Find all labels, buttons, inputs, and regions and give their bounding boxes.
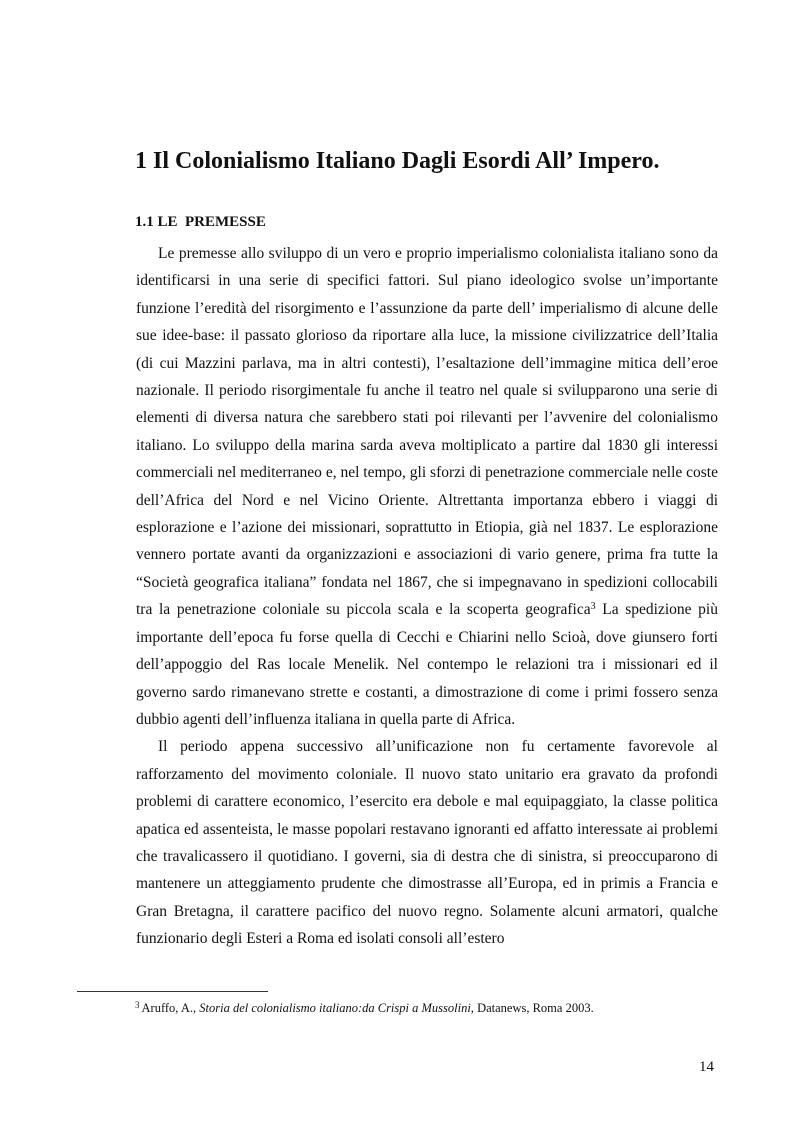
footnote-reference[interactable]: 3 — [590, 601, 596, 613]
paragraph-1-text: Le premesse allo sviluppo di un vero e proprio imperialismo colonialista italiano sono da identificarsi in una serie di specifici fattori. Sul piano ideologico svolse un’importante funzione l’eredità del risorgimento e l’assunzione da parte dell’ imperialismo di alcune delle sue idee-base: il passato glorioso da riportare alla luce, la missione civilizzatrice dell’Italia (di cui Mazzini parlava, ma in altri contesti), l’esaltazione dell’immagine mitica dell’eroe nazionale. Il periodo risorgimentale fu anche il teatro nel quale si svilupparono una serie di elementi di diversa natura che sarebbero stati poi rilevanti per l’avvenire del colonialismo italiano. Lo sviluppo della marina sarda aveva moltiplicato a partire dal 1830 gli interessi commerciali nel mediterraneo e, nel tempo, gli sforzi di penetrazione commerciale nelle coste dell’Africa del Nord e nel Vicino Oriente. Altrettanta importanza ebbero i viaggi di esplorazione e l’azione dei missionari, soprattutto in Etiopia, già nel 1837. Le esplorazione vennero portate avanti da organizzazioni e associazioni di vario genere, prima fra tutte la “Società geografica italiana” fondata nel 1867, che si impegnavano in spedizioni collocabili tra la penetrazione coloniale su piccola scala e la scoperta geografica — [136, 245, 718, 619]
paragraph-1-text-cont: La spedizione più importante dell’epoca fu forse quella di Cecchi e Chiarini nello Scioà, dove giunsero forti dell’appoggio del Ras locale Menelik. Nel contempo le relazioni tra i missionari ed il governo sardo rimanevano strette e costanti, a dimostrazione di come i primi fossero senza dubbio agenti dell’influenza italiana in quella parte di Africa. — [136, 601, 718, 728]
footnote-publisher: Datanews, Roma 2003. — [473, 1001, 594, 1015]
footnote-book-title: Storia del colonialismo italiano:da Crispi a Mussolini, — [199, 1001, 474, 1015]
page-number: 14 — [699, 1059, 714, 1075]
paragraph-1 — [136, 240, 718, 733]
footnote-author: Aruffo, A., — [141, 1001, 200, 1015]
section-heading: 1.1 LE PREMESSE — [135, 214, 266, 230]
paragraph-2: Il periodo appena successivo all’unificazione non fu certamente favorevole al rafforzamento del movimento coloniale. Il nuovo stato unitario era gravato da profondi problemi di carattere economico, l’esercito era debole e mal equipaggiato, la classe politica apatica ed assenteista, le masse popolari restavano ignoranti ed affatto interessate ai problemi che travalicassero il quotidiano. I governi, sia di destra che di sinistra, si preoccuparono di mantenere un atteggiamento prudente che dimostrasse all’Europa, ed in primis a Francia e Gran Bretagna, il carattere pacifico del nuovo regno. Solamente alcuni armatori, qualche funzionario degli Esteri a Roma ed isolati consoli all’estero — [136, 738, 718, 948]
footnote-divider — [77, 991, 268, 992]
chapter-title: 1 Il Colonialismo Italiano Dagli Esordi All’ Impero. — [135, 148, 660, 174]
footnote-number: 3 — [135, 1000, 140, 1010]
footnote — [135, 1000, 735, 1016]
body-text — [136, 240, 718, 953]
